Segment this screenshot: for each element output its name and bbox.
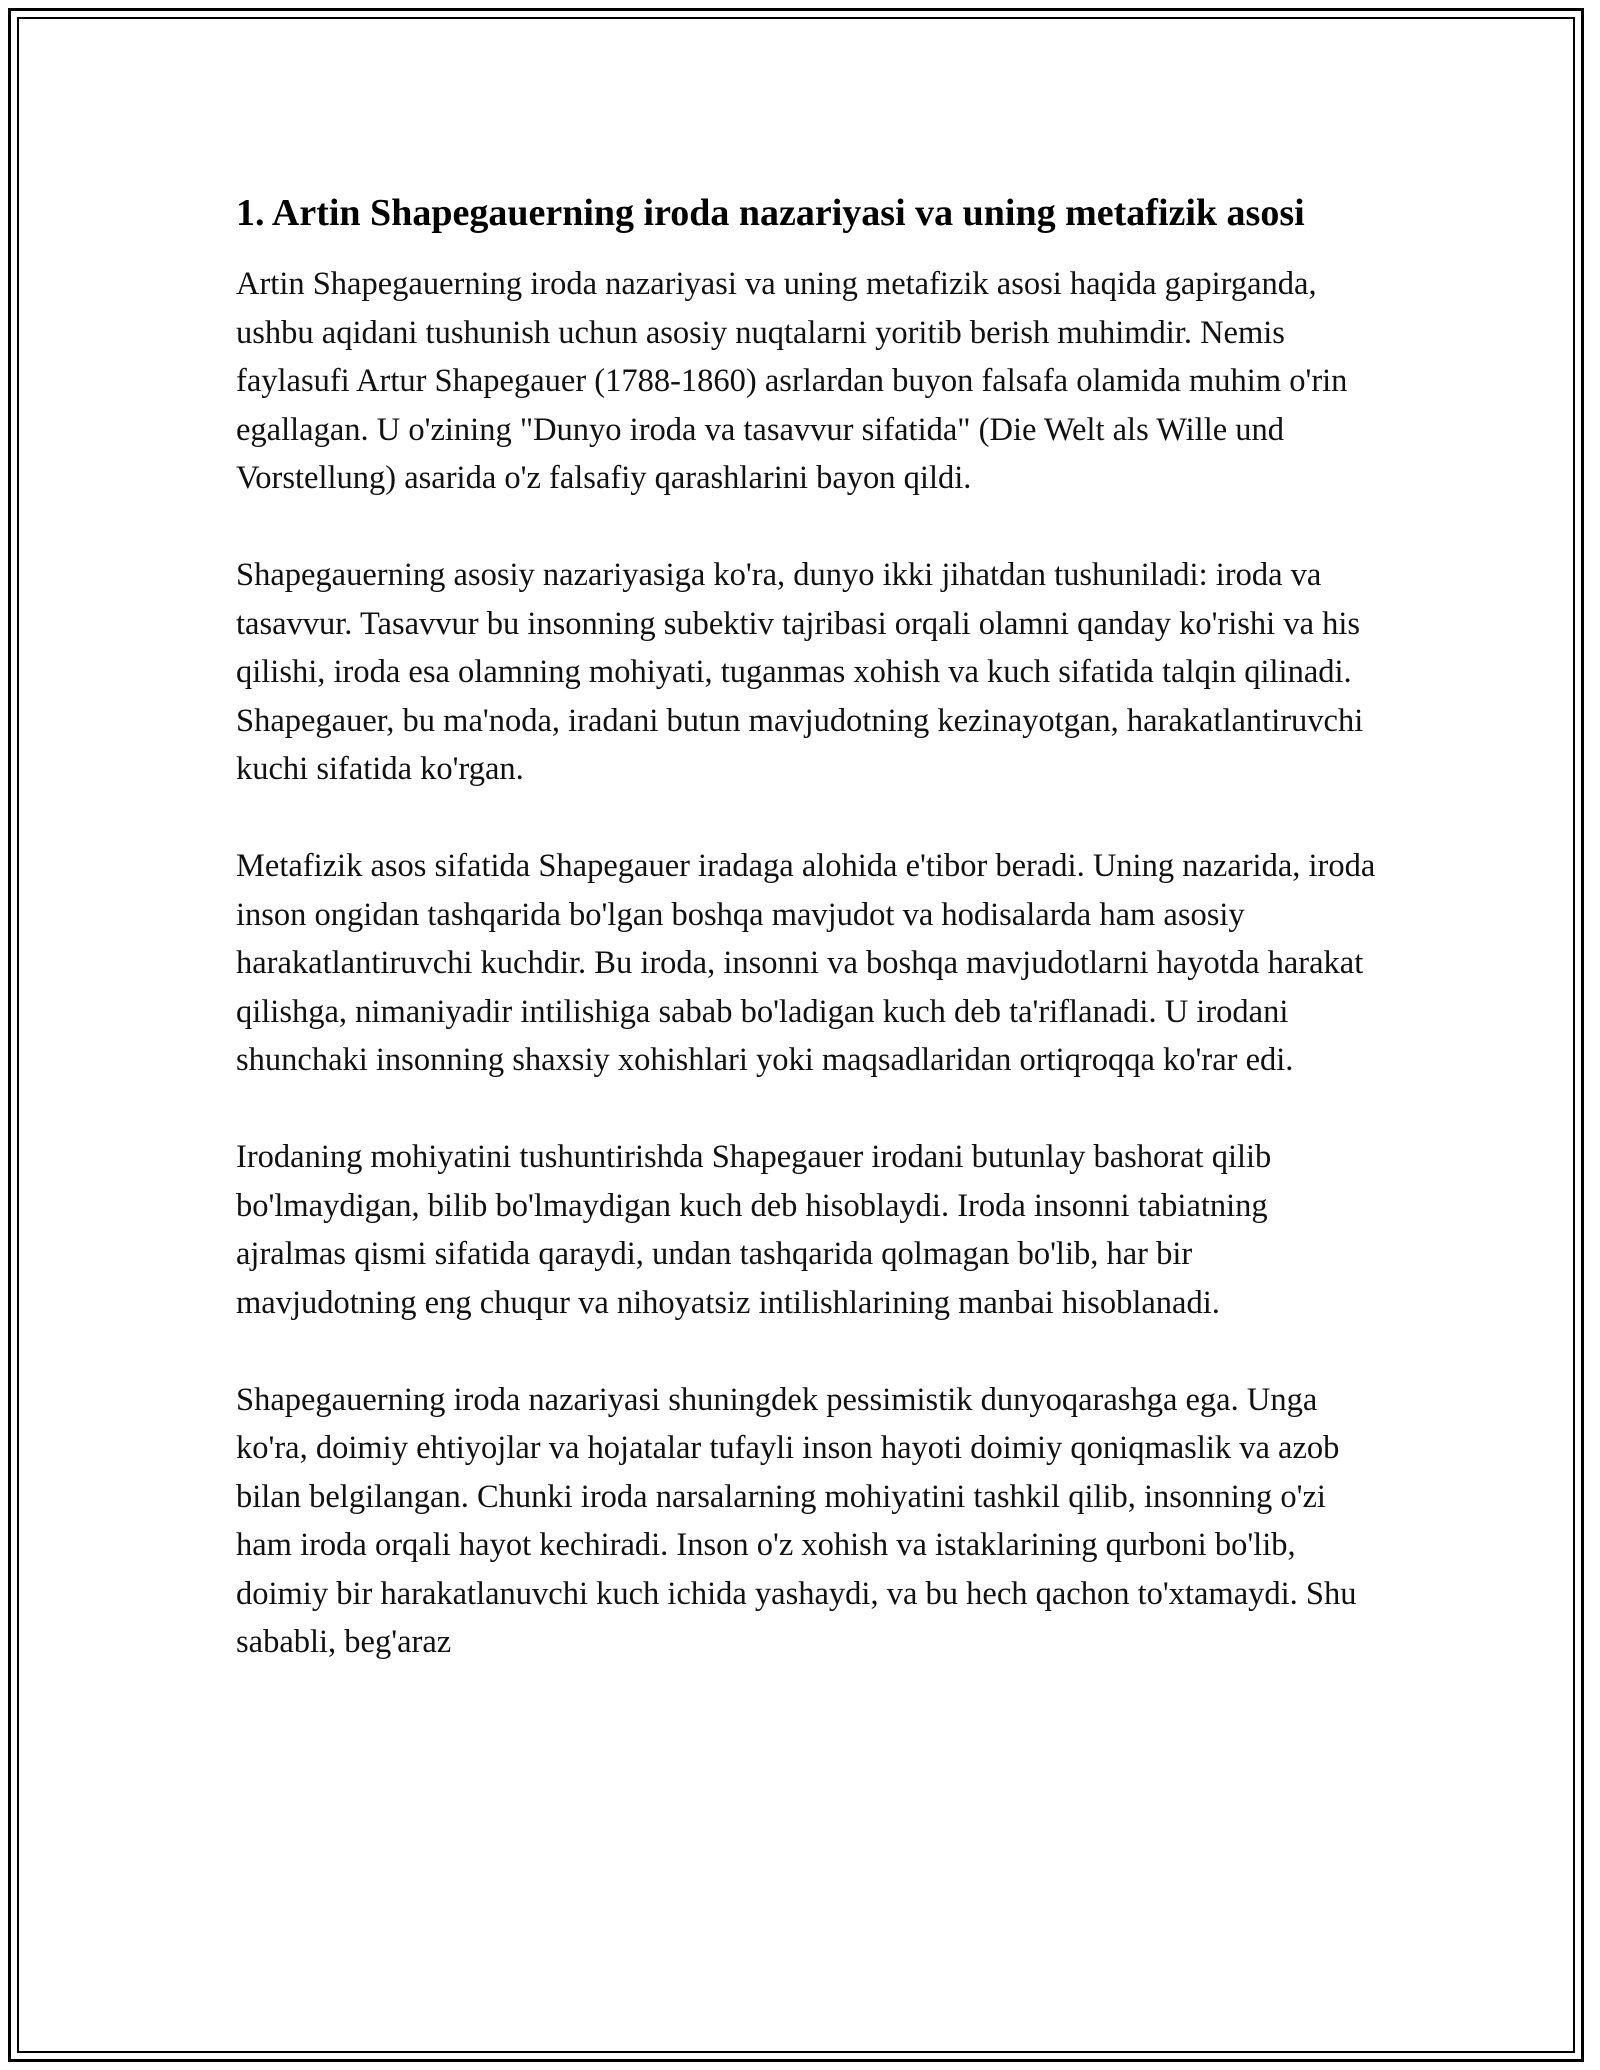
paragraph: Metafizik asos sifatida Shapegauer iradaga alohida e'tibor beradi. Uning nazarida, iroda inson ongidan tashqarida bo'lgan boshqa mavjudot va hodisalarda ham asosiy harakatlantiruvchi kuchdir. Bu iroda, insonni va boshqa mavjudotlarni hayotda harakat qilishga, nimaniyadir intilishiga sabab bo'ladigan kuch deb ta'riflanadi. U irodani shunchaki insonning shaxsiy xohishlari yoki maqsadlaridan ortiqroqqa ko'rar edi. (236, 848, 1376, 1078)
paragraph: Shapegauerning asosiy nazariyasiga ko'ra, dunyo ikki jihatdan tushuniladi: iroda va tasavvur. Tasavvur bu insonning subektiv tajribasi orqali olamni qanday ko'rishi va his qilishi, iroda esa olamning mohiyati, tuganmas xohish va kuch sifatida talqin qilinadi. Shapegauer, bu ma'noda, iradani butun mavjudotning kezinayotgan, harakatlantiruvchi kuchi sifatida ko'rgan. (236, 557, 1364, 787)
section-heading: 1. Artin Shapegauerning iroda nazariyasi va uning metafizik asosi (236, 192, 1305, 234)
paragraph: Irodaning mohiyatini tushuntirishda Shapegauer irodani butunlay bashorat qilib bo'lmaydigan, bilib bo'lmaydigan kuch deb hisoblaydi. Iroda insonni tabiatning ajralmas qismi sifatida qaraydi, undan tashqarida qolmagan bo'lib, har bir mavjudotning eng chuqur va nihoyatsiz intilishlarining manbai hisoblanadi. (236, 1139, 1272, 1321)
paragraph: Artin Shapegauerning iroda nazariyasi va uning metafizik asosi haqida gapirganda, ushbu aqidani tushunish uchun asosiy nuqtalarni yoritib berish muhimdir. Nemis faylasufi Artur Shapegauer (1788-1860) asrlardan buyon falsafa olamida muhim o'rin egallagan. U o'zining "Dunyo iroda va tasavvur sifatida" (Die Welt als Wille und Vorstellung) asarida o'z falsafiy qarashlarini bayon qildi. (236, 266, 1348, 496)
document-body (236, 186, 1376, 1715)
paragraph: Shapegauerning iroda nazariyasi shuningdek pessimistik dunyoqarashga ega. Unga ko'ra, doimiy ehtiyojlar va hojatalar tufayli inson hayoti doimiy qoniqmaslik va azob bilan belgilangan. Chunki iroda narsalarning mohiyatini tashkil qilib, insonning o'zi ham iroda orqali hayot kechiradi. Inson o'z xohish va istaklarining qurboni bo'lib, doimiy bir harakatlanuvchi kuch ichida yashaydi, va bu hech qachon to'xtamaydi. Shu sababli, beg'araz (236, 1381, 1357, 1660)
